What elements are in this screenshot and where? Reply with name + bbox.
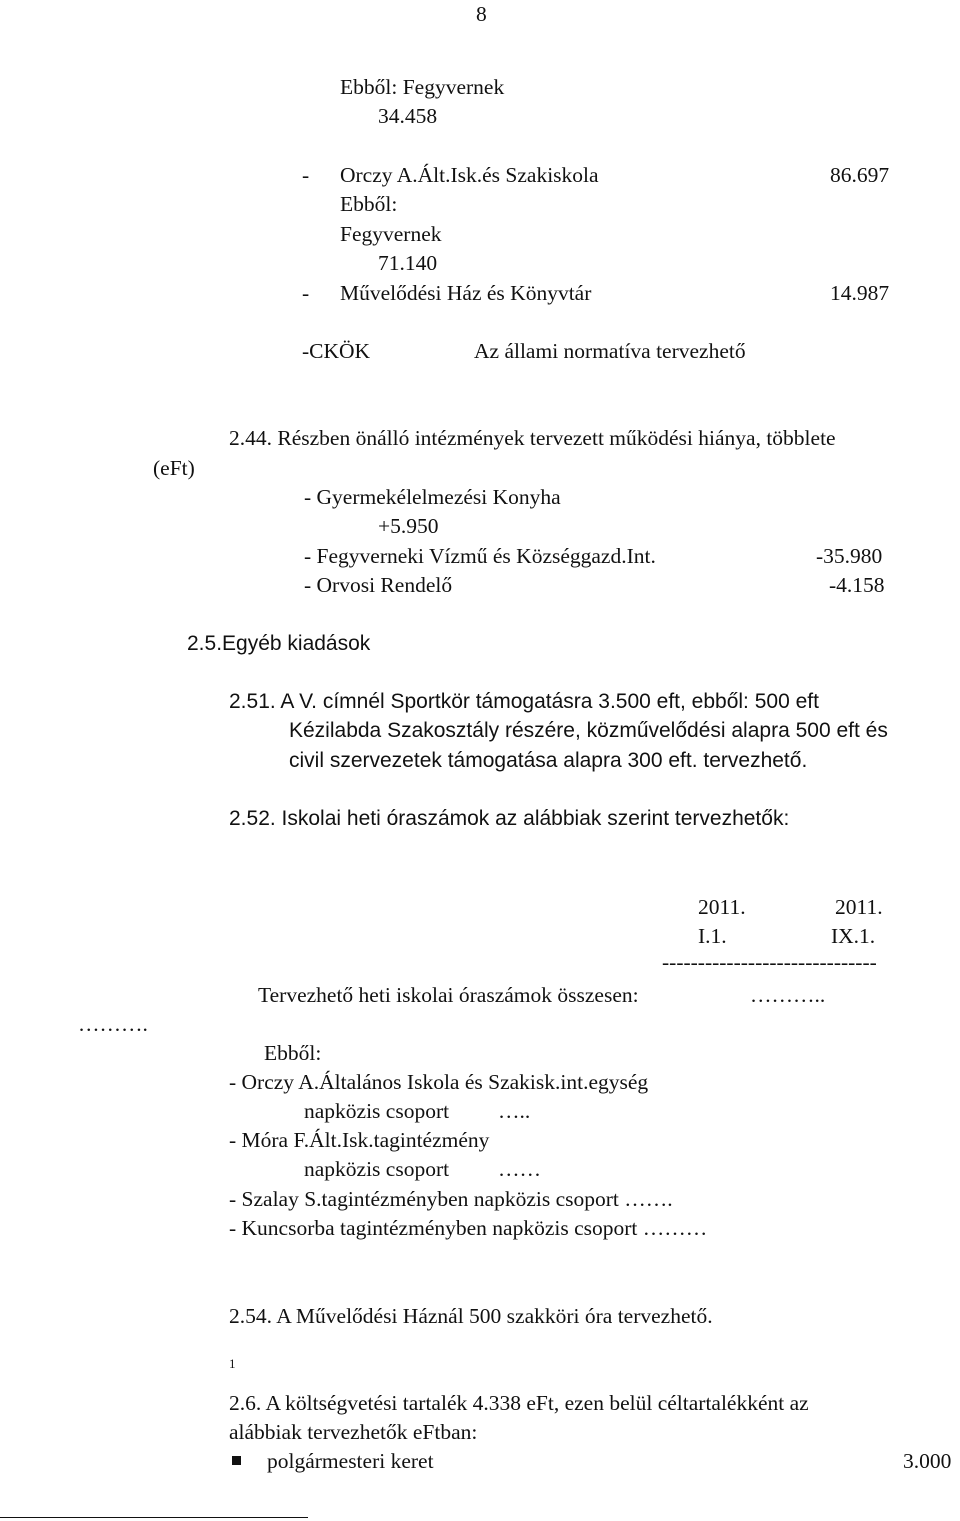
column-separator: ------------------------------ xyxy=(662,950,877,974)
footnote-divider xyxy=(0,1517,308,1518)
col1-year: 2011. xyxy=(698,895,746,919)
ebbol-fegyvernek-label: Ebből: Fegyvernek xyxy=(340,75,505,99)
ckok-label: -CKÖK xyxy=(302,339,371,363)
polgarmesteri-keret-label: polgármesteri keret xyxy=(267,1449,434,1473)
vizmu-label: - Fegyverneki Vízmű és Községgazd.Int. xyxy=(304,544,656,568)
section-26-line1: 2.6. A költségvetési tartalék 4.338 eFt, ezen belül céltartalékként az xyxy=(229,1391,809,1415)
szalay-label: - Szalay S.tagintézményben napközis csoport ……. xyxy=(229,1187,673,1211)
left-dots: ………. xyxy=(78,1012,148,1036)
total-value: ……….. xyxy=(750,983,826,1007)
eft-unit-label: (eFt) xyxy=(153,456,195,480)
section-251-line2: Kézilabda Szakosztály részére, közművelődési alapra 500 eft és xyxy=(289,719,888,742)
fegyvernek-value-2: 71.140 xyxy=(378,251,438,275)
orczy-label: Orczy A.Ált.Isk.és Szakiskola xyxy=(340,163,599,187)
orczy-napkozis-label: napközis csoport xyxy=(304,1099,450,1123)
col2-date: IX.1. xyxy=(831,924,876,948)
section-254-text: 2.54. A Művelődési Háznál 500 szakköri óra tervezhető. xyxy=(229,1304,713,1328)
square-bullet-icon xyxy=(232,1456,241,1465)
footnote-marker: 1 xyxy=(229,1356,236,1371)
orczy-napkozis-dots: ….. xyxy=(498,1099,531,1123)
polgarmesteri-keret-value: 3.000 xyxy=(903,1449,952,1473)
mora-label: - Móra F.Ált.Isk.tagintézmény xyxy=(229,1128,490,1152)
vizmu-value: -35.980 xyxy=(816,544,883,568)
fegyvernek-value: 34.458 xyxy=(378,104,438,128)
orvosi-label: - Orvosi Rendelő xyxy=(304,573,453,597)
orvosi-value: -4.158 xyxy=(829,573,885,597)
section-26-line2: alábbiak tervezhetők eFtban: xyxy=(229,1420,478,1444)
kuncsorba-label: - Kuncsorba tagintézményben napközis csoport ……… xyxy=(229,1216,708,1240)
ebbol-label: Ebből: xyxy=(340,192,398,216)
section-25-title: 2.5.Egyéb kiadások xyxy=(187,632,371,655)
orczy-dash: - xyxy=(302,163,310,187)
konyha-value: +5.950 xyxy=(378,514,439,538)
section-252-title: 2.52. Iskolai heti óraszámok az alábbiak szerint tervezhetők: xyxy=(229,807,790,830)
total-label: Tervezhető heti iskolai óraszámok összesen: xyxy=(258,983,639,1007)
muv-value: 14.987 xyxy=(830,281,890,305)
muv-dash: - xyxy=(302,281,310,305)
orczy-iskola-label: - Orczy A.Általános Iskola és Szakisk.int.egység xyxy=(229,1070,649,1094)
fegyvernek-label: Fegyvernek xyxy=(340,222,442,246)
section-251-line3: civil szervezetek támogatása alapra 300 eft. tervezhető. xyxy=(289,749,808,772)
mora-napkozis-dots: …… xyxy=(498,1157,541,1181)
muv-label: Művelődési Ház és Könyvtár xyxy=(340,281,592,305)
orczy-value: 86.697 xyxy=(830,163,890,187)
page-number: 8 xyxy=(476,2,487,26)
col1-date: I.1. xyxy=(698,924,727,948)
mora-napkozis-label: napközis csoport xyxy=(304,1157,450,1181)
ckok-text: Az állami normatíva tervezhető xyxy=(474,339,746,363)
ebbol-label-252: Ebből: xyxy=(264,1041,322,1065)
konyha-label: - Gyermekélelmezési Konyha xyxy=(304,485,561,509)
col2-year: 2011. xyxy=(835,895,883,919)
section-251-line1: 2.51. A V. címnél Sportkör támogatásra 3.500 eft, ebből: 500 eft xyxy=(229,690,819,713)
section-244-title: 2.44. Részben önálló intézmények tervezett működési hiánya, többlete xyxy=(229,426,836,450)
